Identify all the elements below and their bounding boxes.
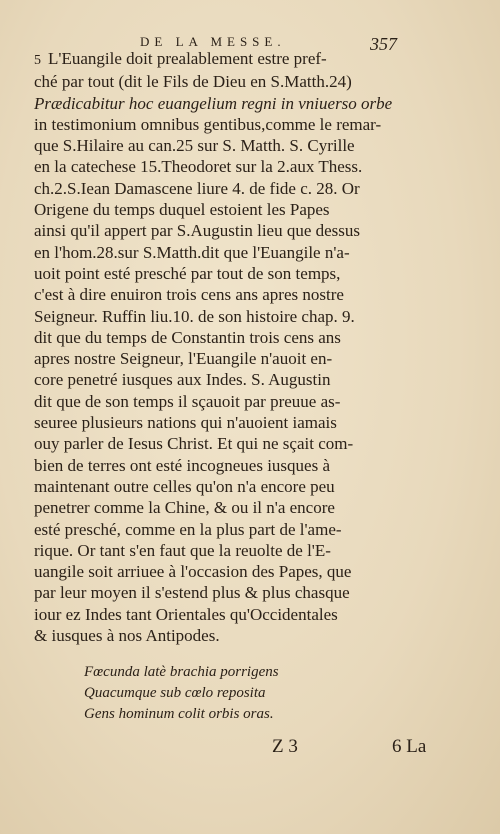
text-line: en la catechese 15.Theodoret sur la 2.aux Thess.	[34, 157, 363, 177]
page-number: 357	[370, 34, 397, 54]
body-text	[34, 48, 464, 646]
text-line: maintenant outre celles qu'on n'a encore peu	[34, 476, 335, 496]
text-line: & iusques à nos Antipodes.	[34, 626, 220, 646]
text-line: uoit point esté presché par tout de son temps,	[34, 263, 341, 283]
text-line: in testimonium omnibus gentibus,comme le remar-	[34, 114, 382, 134]
text-line: ouy parler de Iesus Christ. Et qui ne sçait com-	[34, 434, 354, 454]
text-line: bien de terres ont esté incogneues iusques à	[34, 455, 330, 475]
margin-note: 5	[34, 53, 41, 68]
running-header: DE LA MESSE.	[140, 34, 286, 49]
text-line: Seigneur. Ruffin liu.10. de son histoire chap. 9.	[34, 306, 355, 326]
text-line: en l'hom.28.sur S.Matth.dit que l'Euangile n'a-	[34, 242, 350, 262]
signature-mark: Z 3	[272, 736, 298, 757]
text-line: c'est à dire enuiron trois cens ans apres nostre	[34, 285, 344, 305]
text-line: 5 L'Euangile doit prealablement estre pref-	[34, 48, 464, 71]
text-line: dit que de son temps il sçauoit par preuue as-	[34, 391, 341, 411]
text-line: ch.2.S.Iean Damascene liure 4. de fide c. 28. Or	[34, 178, 360, 198]
text-line: rique. Or tant s'en faut que la reuolte de l'E-	[34, 540, 331, 560]
verse-line: Fœcunda latè brachia porrigens	[84, 664, 279, 680]
text-line: uangile soit arriuee à l'occasion des Papes, que	[34, 562, 352, 582]
text-line: que S.Hilaire au can.25 sur S. Matth. S. Cyrille	[34, 136, 355, 156]
text-line: core penetré iusques aux Indes. S. Augustin	[34, 370, 331, 390]
latin-verse	[84, 662, 384, 725]
text-line-latin: Prædicabitur hoc euangelium regni in vniuerso orbe	[34, 93, 393, 113]
text-line: dit que du temps de Constantin trois cens ans	[34, 327, 341, 347]
text-line: seuree plusieurs nations qui n'auoient iamais	[34, 413, 337, 433]
verse-line: Quacumque sub cœlo reposita	[84, 685, 266, 701]
catchword: 6 La	[392, 736, 427, 757]
verse-line: Gens hominum colit orbis oras.	[84, 706, 274, 722]
text-line: iour ez Indes tant Orientales qu'Occidentales	[34, 604, 338, 624]
text-line: Origene du temps duquel estoient les Papes	[34, 200, 330, 220]
text-line: par leur moyen il s'estend plus & plus chasque	[34, 583, 350, 603]
text-line: esté presché, comme en la plus part de l'ame-	[34, 519, 342, 539]
text-line: penetrer comme la Chine, & ou il n'a encore	[34, 498, 335, 518]
text-line: ainsi qu'il appert par S.Augustin lieu que dessus	[34, 221, 361, 241]
text-line: ché par tout (dit le Fils de Dieu en S.Matth.24)	[34, 72, 352, 92]
text-line: apres nostre Seigneur, l'Euangile n'auoit en-	[34, 349, 333, 369]
